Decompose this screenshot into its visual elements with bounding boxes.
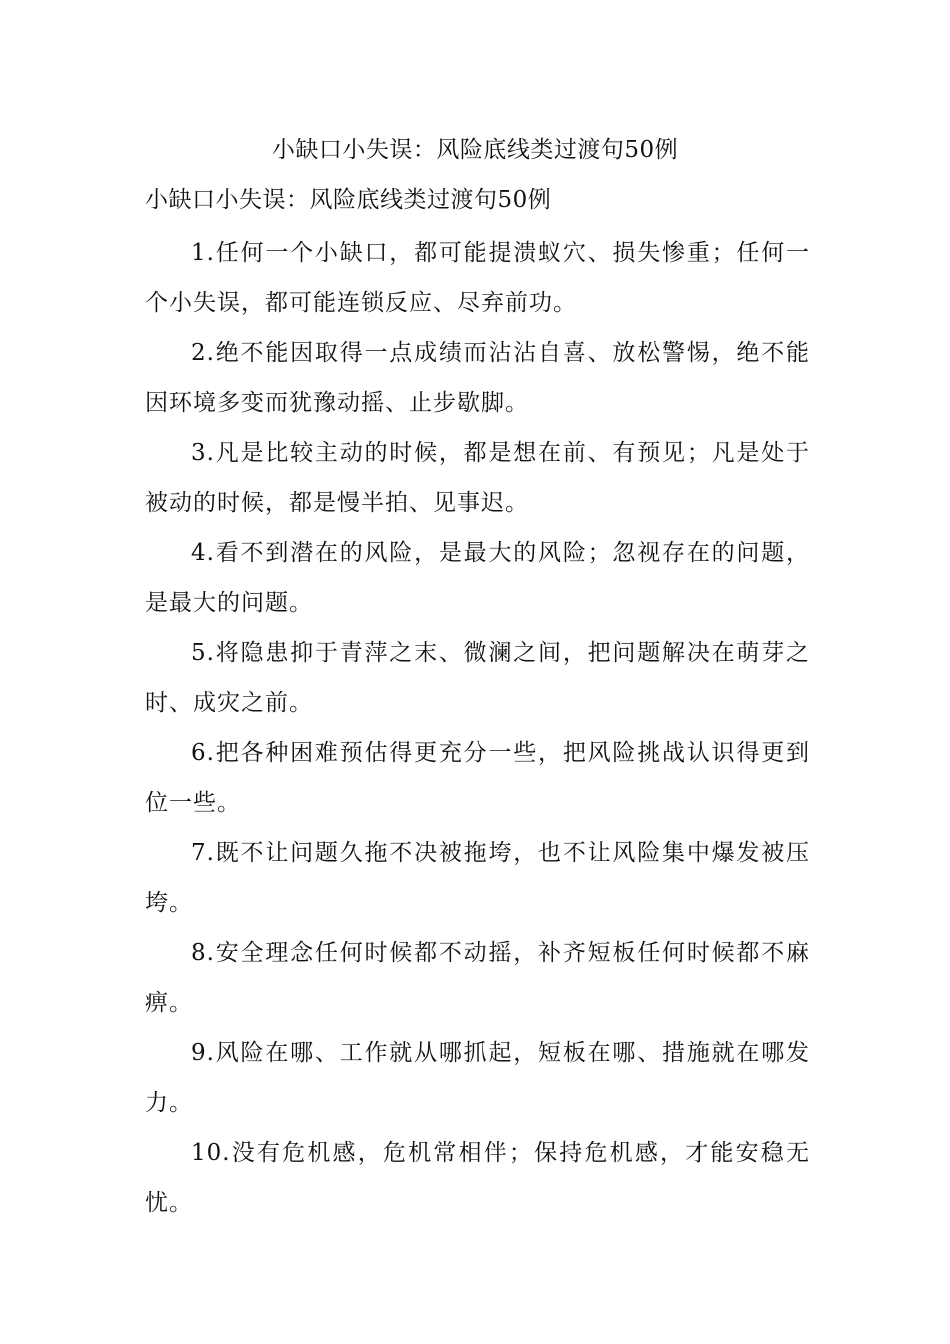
paragraph-3: 3.凡是比较主动的时候，都是想在前、有预见；凡是处于被动的时候，都是慢半拍、见事迟。 [145,440,810,516]
paragraph-7: 7.既不让问题久拖不决被拖垮，也不让风险集中爆发被压垮。 [145,840,810,916]
paragraph-9: 9.风险在哪、工作就从哪抓起，短板在哪、措施就在哪发力。 [145,1040,810,1116]
paragraph-4: 4.看不到潜在的风险，是最大的风险；忽视存在的问题，是最大的问题。 [145,540,810,616]
document-body [145,228,810,1228]
paragraph-5: 5.将隐患抑于青萍之末、微澜之间，把问题解决在萌芽之时、成灾之前。 [145,640,810,716]
page-title: 小缺口小失误：风险底线类过渡句50例 [271,137,679,163]
paragraph-8: 8.安全理念任何时候都不动摇，补齐短板任何时候都不麻痹。 [145,940,810,1016]
paragraph-10: 10.没有危机感，危机常相伴；保持危机感，才能安稳无忧。 [145,1140,810,1216]
paragraph-6: 6.把各种困难预估得更充分一些，把风险挑战认识得更到位一些。 [145,740,810,816]
document-subtitle: 小缺口小失误：风险底线类过渡句50例 [145,187,552,213]
paragraph-2: 2.绝不能因取得一点成绩而沾沾自喜、放松警惕，绝不能因环境多变而犹豫动摇、止步歇脚。 [145,340,810,416]
paragraph-1: 1.任何一个小缺口，都可能提溃蚁穴、损失惨重；任何一个小失误，都可能连锁反应、尽弃前功。 [145,240,810,316]
